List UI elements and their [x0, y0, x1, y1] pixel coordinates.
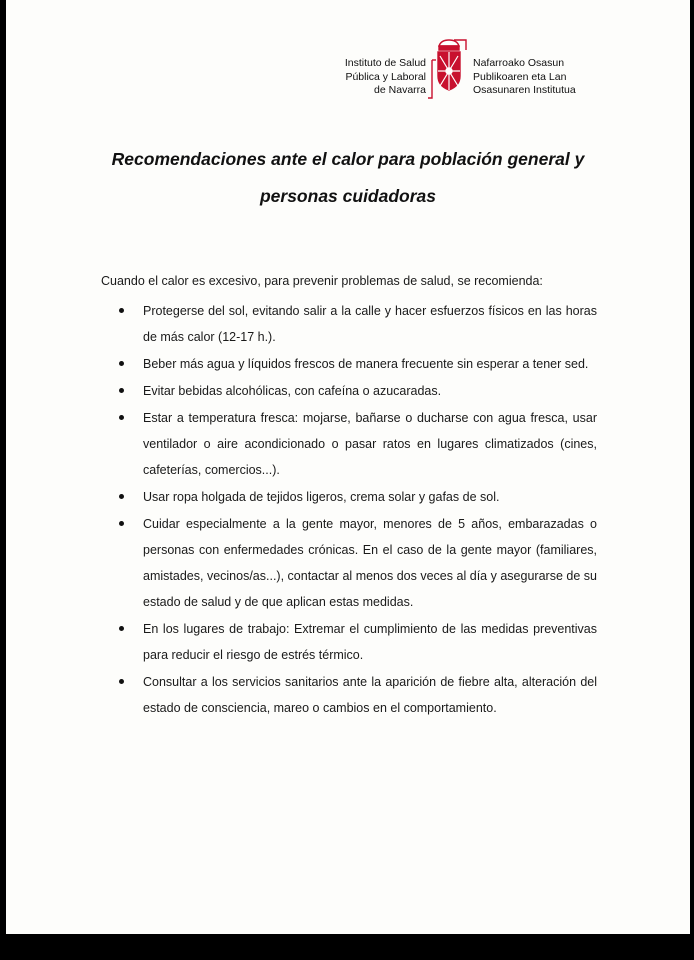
list-item: [119, 669, 597, 721]
bullet-icon: [119, 626, 124, 631]
recommendation-list: [119, 298, 597, 722]
title-line-1: Recomendaciones ante el calor para población general y: [111, 149, 585, 169]
list-item: [119, 616, 597, 668]
list-item-text: Consultar a los servicios sanitarios ante la aparición de fiebre alta, alteración del estado de consciencia, mareo o cambios en el comportamiento.: [143, 675, 597, 715]
title-line-2: personas cuidadoras: [259, 186, 437, 206]
list-item-text: Usar ropa holgada de tejidos ligeros, crema solar y gafas de sol.: [143, 490, 500, 504]
bullet-icon: [119, 361, 124, 366]
list-item-text: Estar a temperatura fresca: mojarse, bañarse o ducharse con agua fresca, usar ventilador o aire acondicionado o pasar ratos en lugares climatizados (cines, cafeterías, comercios...).: [143, 411, 597, 477]
list-item: [119, 378, 597, 404]
list-item-text: Evitar bebidas alcohólicas, con cafeína o azucaradas.: [143, 384, 442, 398]
letterhead: [6, 34, 690, 104]
document-page: [6, 0, 690, 934]
list-item: [119, 351, 597, 377]
org-name-spanish: Instituto de Salud Pública y Laboral de Navarra: [344, 57, 426, 96]
list-item: [119, 484, 597, 510]
bullet-icon: [119, 679, 124, 684]
bullet-icon: [119, 388, 124, 393]
list-item-text: Protegerse del sol, evitando salir a la calle y hacer esfuerzos físicos en las horas de más calor (12-17 h.).: [143, 304, 597, 344]
list-item-text: En los lugares de trabajo: Extremar el cumplimiento de las medidas preventivas para reducir el riesgo de estrés térmico.: [143, 622, 597, 662]
list-item-text: Beber más agua y líquidos frescos de manera frecuente sin esperar a tener sed.: [143, 357, 589, 371]
bullet-icon: [119, 415, 124, 420]
navarra-coat-of-arms-icon: [426, 36, 472, 102]
list-item: [119, 298, 597, 350]
org-name-basque: Nafarroako Osasun Publikoaren eta Lan Osasunaren Institutua: [473, 57, 576, 96]
document-title: [46, 141, 650, 215]
bullet-icon: [119, 521, 124, 526]
list-item-text: Cuidar especialmente a la gente mayor, menores de 5 años, embarazadas o personas con enfermedades crónicas. En el caso de la gente mayor (familiares, amistades, vecinos/as...), contactar al menos dos veces al día y asegurarse de su estado de salud y de que aplican estas medidas.: [143, 517, 597, 609]
bullet-icon: [119, 308, 124, 313]
intro-text: Cuando el calor es excesivo, para prevenir problemas de salud, se recomienda:: [101, 274, 543, 288]
bullet-icon: [119, 494, 124, 499]
list-item: [119, 405, 597, 483]
list-item: [119, 511, 597, 615]
